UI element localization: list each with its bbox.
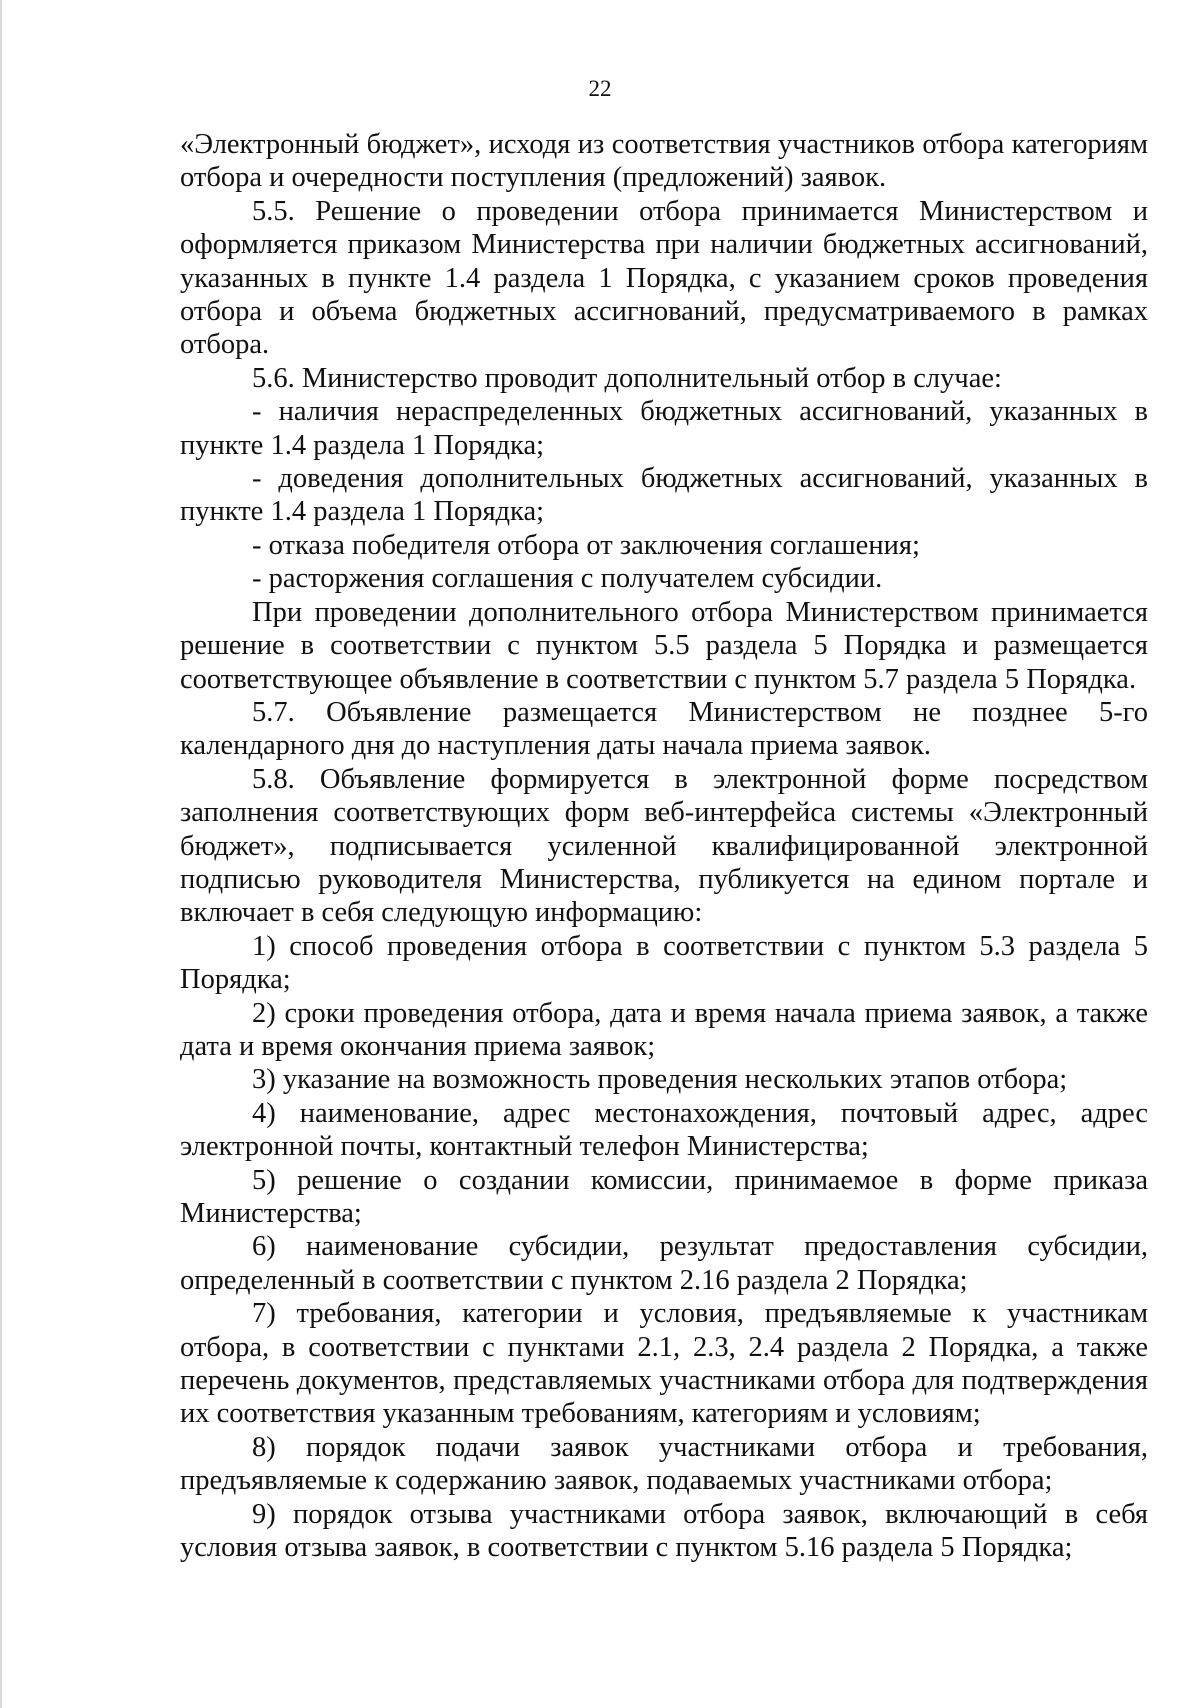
paragraph-5-8: 5.8. Объявление формируется в электронной форме посредством заполнения соответствующих форм веб-интерфейса системы «Электронный бюджет», подписывается усиленной квалифицированной электронной подписью руководителя Министерства, публикуется на едином портале и включает в себя следующую информацию: (180, 763, 1148, 929)
paragraph-5-6: 5.6. Министерство проводит дополнительный отбор в случае: (252, 362, 1002, 394)
document-body (180, 128, 1148, 1564)
list-item-1: 1) способ проведения отбора в соответствии с пунктом 5.3 раздела 5 Порядка; (180, 930, 1148, 996)
list-item-4: 4) наименование, адрес местонахождения, почтовый адрес, адрес электронной почты, контактный телефон Министерства; (180, 1097, 1148, 1163)
list-item-7: 7) требования, категории и условия, предъявляемые к участникам отбора, в соответствии с пунктами 2.1, 2.3, 2.4 раздела 2 Порядка, а также перечень документов, представляемых участниками отбора для подтверждения их соответствия указанным требованиям, категориям и условиям; (180, 1298, 1148, 1430)
paragraph-continuation: «Электронный бюджет», исходя из соответствия участников отбора категориям отбора и очередности поступления (предложений) заявок. (180, 129, 1148, 194)
list-item-2: 2) сроки проведения отбора, дата и время начала приема заявок, а также дата и время окончания приема заявок; (180, 997, 1148, 1062)
paragraph-additional-selection: При проведении дополнительного отбора Министерством принимается решение в соответствии с пунктом 5.5 раздела 5 Порядка и размещается соответствующее объявление в соответствии с пунктом 5.7 раздела 5 Порядка. (180, 596, 1148, 695)
list-item-9: 9) порядок отзыва участниками отбора заявок, включающий в себя условия отзыва заявок, в соответствии с пунктом 5.16 раздела 5 Порядка; (180, 1498, 1148, 1564)
paragraph-5-7: 5.7. Объявление размещается Министерством не позднее 5-го календарного дня до наступления даты начала приема заявок. (180, 696, 1148, 762)
list-item-additional: - доведения дополнительных бюджетных ассигнований, указанных в пункте 1.4 раздела 1 Порядка; (180, 463, 1148, 528)
list-item-5: 5) решение о создании комиссии, принимаемое в форме приказа Министерства; (180, 1164, 1148, 1229)
list-item-8: 8) порядок подачи заявок участниками отбора и требования, предъявляемые к содержанию заявок, подаваемых участниками отбора; (180, 1431, 1148, 1497)
paragraph-5-5: 5.5. Решение о проведении отбора принимается Министерством и оформляется приказом Министерства при наличии бюджетных ассигнований, указанных в пункте 1.4 раздела 1 Порядка, с указанием сроков проведения отбора и объема бюджетных ассигнований, предусматриваемого в рамках отбора. (180, 195, 1148, 361)
list-item-6: 6) наименование субсидии, результат предоставления субсидии, определенный в соответствии с пунктом 2.16 раздела 2 Порядка; (180, 1231, 1148, 1296)
list-item-termination: - расторжения соглашения с получателем субсидии. (252, 563, 883, 595)
list-item-refusal: - отказа победителя отбора от заключения соглашения; (252, 529, 920, 561)
list-item-3: 3) указание на возможность проведения нескольких этапов отбора; (252, 1064, 1068, 1096)
list-item-undistributed: - наличия нераспределенных бюджетных ассигнований, указанных в пункте 1.4 раздела 1 Порядка; (180, 396, 1148, 461)
page-number: 22 (588, 76, 612, 101)
scan-edge (0, 0, 2, 1708)
